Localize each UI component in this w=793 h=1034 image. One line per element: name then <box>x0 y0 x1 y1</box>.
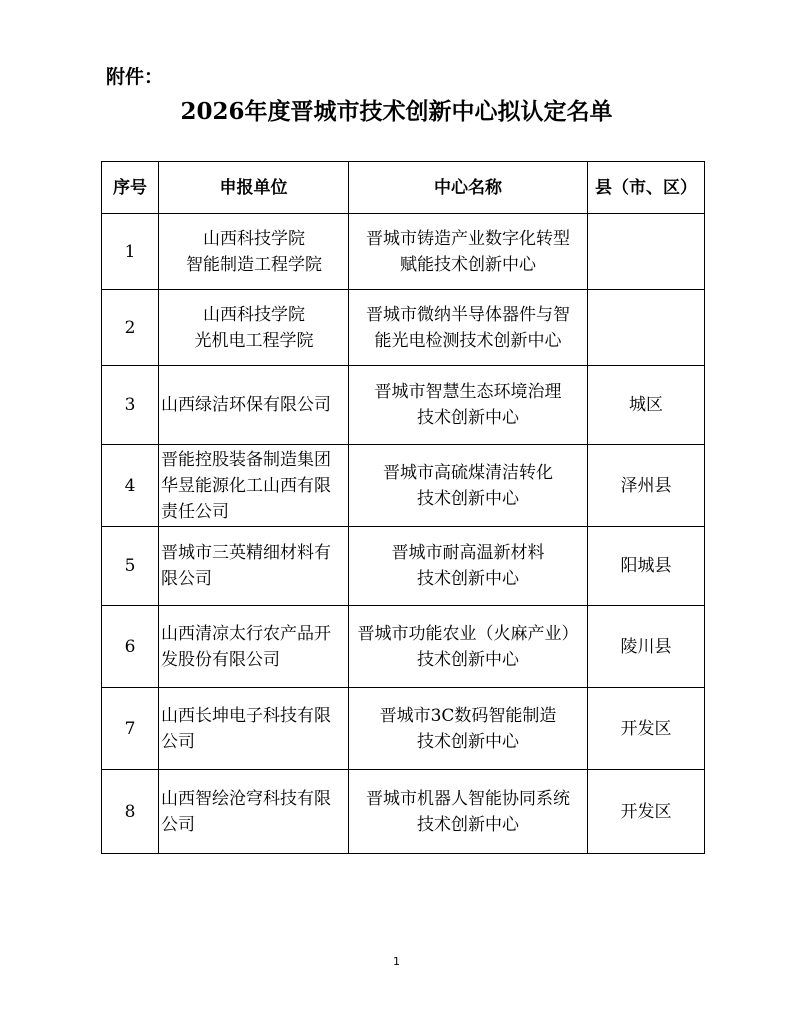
header-index: 序号 <box>102 162 159 214</box>
center-line: 技术创新中心 <box>417 649 519 670</box>
page-number: 1 <box>393 955 400 968</box>
unit-line: 山西科技学院 <box>203 228 305 249</box>
unit-line: 山西科技学院 <box>203 304 305 325</box>
center-line: 技术创新中心 <box>417 408 519 428</box>
row-center <box>349 366 588 445</box>
unit-line: 华昱能源化工山西有限 <box>161 475 331 496</box>
center-line: 晋城市微纳半导体器件与智 <box>366 304 570 325</box>
row-unit <box>159 445 349 527</box>
center-line: 赋能技术创新中心 <box>400 254 536 275</box>
unit-line: 公司 <box>161 731 195 752</box>
unit-line: 山西清凉太行农产品开 <box>161 623 331 644</box>
table-row <box>102 214 705 290</box>
unit-line: 山西长坤电子科技有限 <box>161 705 331 726</box>
center-line: 晋城市智慧生态环境治理 <box>374 382 562 402</box>
table-row <box>102 688 705 770</box>
header-county: 县（市、区） <box>588 162 705 214</box>
row-unit <box>159 290 349 366</box>
center-line: 技术创新中心 <box>417 488 519 509</box>
row-unit <box>159 606 349 688</box>
table-row <box>102 290 705 366</box>
unit-line: 限公司 <box>161 569 212 589</box>
table-row <box>102 366 705 445</box>
center-line: 晋城市铸造产业数字化转型 <box>366 228 570 249</box>
center-line: 晋城市耐高温新材料 <box>391 543 545 563</box>
row-index: 4 <box>102 445 159 527</box>
row-county: 陵川县 <box>588 606 705 688</box>
row-index: 5 <box>102 527 159 606</box>
unit-line: 晋能控股装备制造集团 <box>161 449 331 470</box>
row-county <box>588 214 705 290</box>
row-county: 城区 <box>588 366 705 445</box>
center-line: 晋城市机器人智能协同系统 <box>366 788 570 809</box>
row-center <box>349 770 588 854</box>
row-county: 开发区 <box>588 688 705 770</box>
center-line: 晋城市高硫煤清洁转化 <box>383 462 553 483</box>
unit-line: 责任公司 <box>161 501 229 522</box>
center-line: 晋城市3C数码智能制造 <box>379 705 557 726</box>
unit-line: 公司 <box>161 814 195 835</box>
row-center <box>349 606 588 688</box>
row-center <box>349 688 588 770</box>
row-unit <box>159 366 349 445</box>
table-row <box>102 770 705 854</box>
header-center: 中心名称 <box>349 162 588 214</box>
row-center <box>349 214 588 290</box>
row-county: 泽州县 <box>588 445 705 527</box>
row-index: 6 <box>102 606 159 688</box>
table-row <box>102 445 705 527</box>
row-center <box>349 527 588 606</box>
center-line: 技术创新中心 <box>417 731 519 752</box>
row-county: 阳城县 <box>588 527 705 606</box>
unit-line: 光机电工程学院 <box>194 330 314 351</box>
row-index: 8 <box>102 770 159 854</box>
row-center <box>349 290 588 366</box>
row-unit <box>159 688 349 770</box>
row-index: 7 <box>102 688 159 770</box>
unit-line: 智能制造工程学院 <box>186 254 322 275</box>
table-row <box>102 606 705 688</box>
center-line: 技术创新中心 <box>417 814 519 835</box>
header-unit: 申报单位 <box>159 162 349 214</box>
document-title: 2026年度晋城市技术创新中心拟认定名单 <box>180 98 613 125</box>
nominee-table <box>101 161 705 854</box>
table-header-row <box>102 162 705 214</box>
unit-line: 晋城市三英精细材料有 <box>161 543 331 563</box>
row-unit <box>159 770 349 854</box>
row-unit <box>159 527 349 606</box>
center-line: 晋城市功能农业（火麻产业） <box>357 623 579 644</box>
unit-line: 发股份有限公司 <box>161 649 280 670</box>
table-row <box>102 527 705 606</box>
center-line: 技术创新中心 <box>417 569 519 589</box>
unit-line: 山西智绘沧穹科技有限 <box>161 788 331 809</box>
row-county: 开发区 <box>588 770 705 854</box>
center-line: 能光电检测技术创新中心 <box>374 330 562 351</box>
row-unit <box>159 214 349 290</box>
row-center <box>349 445 588 527</box>
attachment-label: 附件： <box>106 66 164 88</box>
row-index: 3 <box>102 366 159 445</box>
unit-line: 山西绿洁环保有限公司 <box>161 395 331 415</box>
row-index: 2 <box>102 290 159 366</box>
row-county <box>588 290 705 366</box>
row-index: 1 <box>102 214 159 290</box>
